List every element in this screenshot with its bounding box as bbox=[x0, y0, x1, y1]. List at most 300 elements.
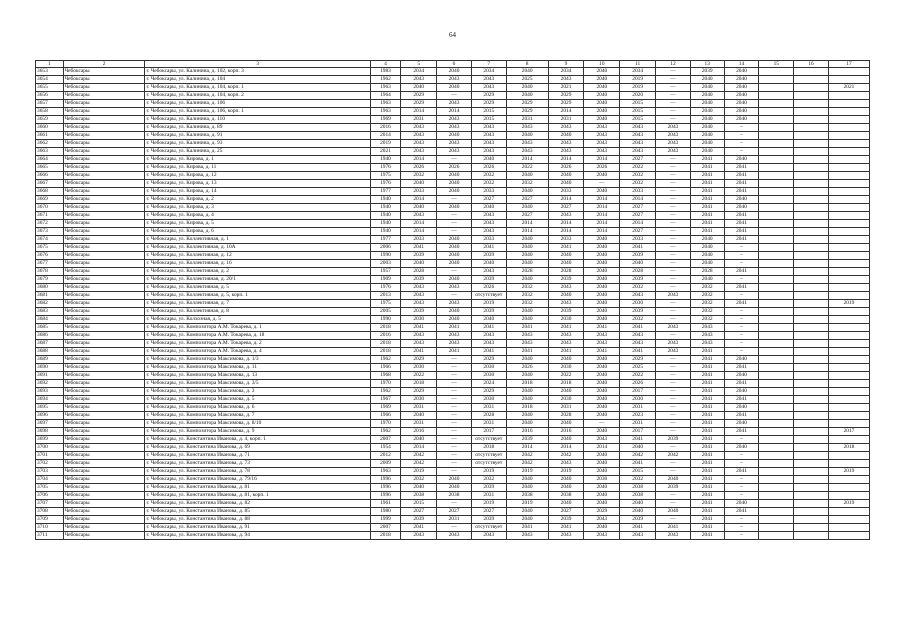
table-cell: 2031 bbox=[437, 516, 472, 524]
table-cell bbox=[794, 524, 829, 532]
table-cell bbox=[794, 412, 829, 420]
address-cell: г. Чебоксары, ул. Коллективная, д. 1 bbox=[145, 236, 370, 244]
table-cell bbox=[759, 316, 794, 324]
table-cell: 2043 bbox=[437, 284, 472, 292]
table-cell: 2041 bbox=[690, 164, 724, 172]
city-cell: Чебоксары bbox=[63, 220, 145, 228]
table-cell: 2019 bbox=[828, 500, 869, 508]
table-cell: 2040 bbox=[401, 204, 437, 212]
table-cell: 2032 bbox=[620, 180, 656, 188]
column-number-cell: 4 bbox=[370, 61, 401, 68]
table-cell: 1909 bbox=[370, 276, 401, 284]
column-number-cell: 10 bbox=[584, 61, 620, 68]
table-cell: отсутствует bbox=[471, 452, 506, 460]
table-cell: 2039 bbox=[656, 484, 691, 492]
table-cell: — bbox=[437, 388, 472, 396]
table-cell: — bbox=[656, 444, 691, 452]
table-cell: 2032 bbox=[506, 300, 548, 308]
table-row bbox=[36, 212, 870, 220]
table-row bbox=[36, 500, 870, 508]
table-row bbox=[36, 524, 870, 532]
table-cell: 2032 bbox=[506, 180, 548, 188]
table-cell: 2029 bbox=[584, 508, 620, 516]
table-cell: 2040 bbox=[548, 388, 584, 396]
row-number-cell: 3677 bbox=[36, 260, 64, 268]
table-cell bbox=[759, 260, 794, 268]
row-number-cell: 3695 bbox=[36, 404, 64, 412]
table-cell: — bbox=[656, 396, 691, 404]
table-cell: 2043 bbox=[437, 340, 472, 348]
table-cell: 2014 bbox=[548, 444, 584, 452]
table-cell: 2019 bbox=[828, 468, 869, 476]
row-number-cell: 3698 bbox=[36, 428, 64, 436]
table-cell: 2022 bbox=[401, 372, 437, 380]
table-cell: 2043 bbox=[437, 300, 472, 308]
table-cell: — bbox=[656, 172, 691, 180]
table-cell: — bbox=[656, 228, 691, 236]
table-row bbox=[36, 412, 870, 420]
table-cell: 2041 bbox=[690, 396, 724, 404]
row-number-cell: 3711 bbox=[36, 532, 64, 540]
table-row bbox=[36, 428, 870, 436]
table-row bbox=[36, 252, 870, 260]
table-cell: 2043 bbox=[548, 332, 584, 340]
table-cell bbox=[794, 452, 829, 460]
table-cell: 2040 bbox=[437, 188, 472, 196]
table-cell: 2014 bbox=[584, 212, 620, 220]
table-cell bbox=[759, 516, 794, 524]
table-cell: 2040 bbox=[584, 236, 620, 244]
address-cell: г. Чебоксары, ул. Коллективная, д. 7 bbox=[145, 300, 370, 308]
table-cell: 2040 bbox=[584, 452, 620, 460]
table-cell: 2034 bbox=[401, 68, 437, 76]
city-cell: Чебоксары bbox=[63, 356, 145, 364]
address-cell: г. Чебоксары, ул. Калинина, д. 104, корп. 2 bbox=[145, 92, 370, 100]
table-cell: 2040 bbox=[690, 132, 724, 140]
table-cell: 2041 bbox=[471, 348, 506, 356]
table-cell: 2042 bbox=[401, 460, 437, 468]
table-cell bbox=[794, 396, 829, 404]
column-number-cell: 13 bbox=[690, 61, 724, 68]
table-cell: 2029 bbox=[471, 356, 506, 364]
table-cell: 2040 bbox=[724, 196, 759, 204]
table-cell: 2034 bbox=[548, 68, 584, 76]
table-cell: 2043 bbox=[401, 124, 437, 132]
row-number-cell: 3707 bbox=[36, 500, 64, 508]
table-row bbox=[36, 460, 870, 468]
table-cell: 2026 bbox=[401, 164, 437, 172]
table-cell: 2027 bbox=[620, 204, 656, 212]
city-cell: Чебоксары bbox=[63, 268, 145, 276]
table-cell: 2041 bbox=[690, 476, 724, 484]
column-number-cell: 14 bbox=[724, 61, 759, 68]
table-cell: 2043 bbox=[656, 132, 691, 140]
table-cell: 2026 bbox=[584, 164, 620, 172]
table-cell: 2015 bbox=[471, 108, 506, 116]
table-cell: 2043 bbox=[656, 140, 691, 148]
table-cell: – bbox=[724, 252, 759, 260]
table-cell: 2040 bbox=[724, 356, 759, 364]
table-cell: — bbox=[656, 308, 691, 316]
table-cell: 2041 bbox=[690, 516, 724, 524]
table-cell: 2041 bbox=[724, 284, 759, 292]
table-cell bbox=[828, 188, 869, 196]
table-row bbox=[36, 284, 870, 292]
table-cell: 2041 bbox=[724, 412, 759, 420]
table-cell: 2040 bbox=[506, 484, 548, 492]
table-cell bbox=[759, 412, 794, 420]
city-cell: Чебоксары bbox=[63, 468, 145, 476]
table-cell bbox=[828, 180, 869, 188]
table-cell bbox=[794, 340, 829, 348]
table-cell: 2043 bbox=[548, 300, 584, 308]
table-cell: 2029 bbox=[548, 92, 584, 100]
address-cell: г. Чебоксары, ул. Кирова, д. 3 bbox=[145, 204, 370, 212]
table-cell: 1996 bbox=[370, 476, 401, 484]
table-cell: отсутствует bbox=[471, 292, 506, 300]
table-cell bbox=[794, 180, 829, 188]
address-cell: г. Чебоксары, ул. Константина Иванова, д. 69 bbox=[145, 444, 370, 452]
table-row bbox=[36, 180, 870, 188]
city-cell: Чебоксары bbox=[63, 332, 145, 340]
row-number-cell: 3655 bbox=[36, 84, 64, 92]
table-cell: 1969 bbox=[370, 116, 401, 124]
table-cell bbox=[759, 220, 794, 228]
table-cell: — bbox=[656, 260, 691, 268]
address-cell: г. Чебоксары, ул. Кирова, д. 2 bbox=[145, 196, 370, 204]
table-cell: 2043 bbox=[620, 340, 656, 348]
table-cell: 2040 bbox=[584, 364, 620, 372]
table-cell: 2028 bbox=[506, 268, 548, 276]
city-cell: Чебоксары bbox=[63, 412, 145, 420]
table-cell: — bbox=[584, 180, 620, 188]
table-cell: 1966 bbox=[370, 412, 401, 420]
table-cell: 2018 bbox=[506, 404, 548, 412]
table-cell: 1983 bbox=[370, 68, 401, 76]
table-cell: 2040 bbox=[690, 116, 724, 124]
column-number-cell: 2 bbox=[63, 61, 145, 68]
table-cell: — bbox=[437, 436, 472, 444]
table-cell: 2019 bbox=[828, 300, 869, 308]
table-cell: 2033 bbox=[548, 188, 584, 196]
table-cell bbox=[759, 484, 794, 492]
table-cell: 2043 bbox=[471, 532, 506, 540]
table-cell bbox=[759, 132, 794, 140]
table-cell: 2038 bbox=[548, 492, 584, 500]
table-cell: 2043 bbox=[584, 124, 620, 132]
table-cell: 2041 bbox=[690, 436, 724, 444]
table-cell bbox=[759, 204, 794, 212]
table-cell: 2041 bbox=[506, 524, 548, 532]
address-cell: г. Чебоксары, ул. Кирова, д. 12 bbox=[145, 172, 370, 180]
table-cell: 2041 bbox=[506, 348, 548, 356]
table-cell bbox=[828, 212, 869, 220]
table-cell: 1968 bbox=[370, 372, 401, 380]
row-number-cell: 3681 bbox=[36, 292, 64, 300]
table-cell bbox=[759, 180, 794, 188]
table-cell: 2014 bbox=[506, 444, 548, 452]
table-cell: 2041 bbox=[724, 236, 759, 244]
address-cell: г. Чебоксары, ул. Композитора А.М. Токарева, д. 4 bbox=[145, 348, 370, 356]
table-cell: 2040 bbox=[724, 388, 759, 396]
table-cell: 2043 bbox=[548, 76, 584, 84]
table-cell: 1976 bbox=[370, 164, 401, 172]
table-cell: 2040 bbox=[584, 244, 620, 252]
table-cell: 2041 bbox=[656, 524, 691, 532]
table-cell: 2040 bbox=[656, 508, 691, 516]
table-cell: 2014 bbox=[584, 196, 620, 204]
table-cell bbox=[794, 372, 829, 380]
table-cell: 2040 bbox=[506, 92, 548, 100]
table-cell bbox=[828, 204, 869, 212]
address-cell: г. Чебоксары, ул. Константина Иванова, д. 81, корп. 1 bbox=[145, 492, 370, 500]
table-cell: — bbox=[437, 420, 472, 428]
table-cell: — bbox=[656, 220, 691, 228]
table-cell bbox=[759, 332, 794, 340]
table-cell bbox=[828, 452, 869, 460]
table-cell: 2043 bbox=[471, 76, 506, 84]
table-cell: 2029 bbox=[471, 388, 506, 396]
table-row bbox=[36, 404, 870, 412]
table-cell: — bbox=[656, 300, 691, 308]
table-cell: 2021 bbox=[828, 84, 869, 92]
row-number-cell: 3661 bbox=[36, 132, 64, 140]
table-cell: 2041 bbox=[401, 524, 437, 532]
table-cell: 2043 bbox=[584, 516, 620, 524]
table-cell: 2013 bbox=[370, 292, 401, 300]
table-cell: — bbox=[437, 380, 472, 388]
table-cell: 2039 bbox=[401, 516, 437, 524]
table-cell: отсутствует bbox=[471, 460, 506, 468]
table-cell bbox=[828, 260, 869, 268]
table-cell: 2019 bbox=[370, 140, 401, 148]
table-cell: 2041 bbox=[506, 324, 548, 332]
city-cell: Чебоксары bbox=[63, 380, 145, 388]
table-cell: 2030 bbox=[471, 372, 506, 380]
table-cell: 2041 bbox=[690, 428, 724, 436]
table-cell: 2040 bbox=[584, 68, 620, 76]
table-cell: 2007 bbox=[370, 436, 401, 444]
table-cell bbox=[759, 68, 794, 76]
table-cell: 2040 bbox=[690, 108, 724, 116]
table-cell: 2014 bbox=[584, 444, 620, 452]
table-row bbox=[36, 76, 870, 84]
address-cell: г. Чебоксары, ул. Коллективная, д. 5, корп. 1 bbox=[145, 292, 370, 300]
table-cell bbox=[828, 148, 869, 156]
table-cell: 2041 bbox=[690, 532, 724, 540]
table-cell bbox=[759, 500, 794, 508]
table-row bbox=[36, 228, 870, 236]
table-cell: 2038 bbox=[620, 492, 656, 500]
table-cell: 2040 bbox=[690, 236, 724, 244]
table-cell: 2040 bbox=[506, 252, 548, 260]
address-cell: г. Чебоксары, ул. Кирова, д. 1 bbox=[145, 156, 370, 164]
column-number-cell: 1 bbox=[36, 61, 64, 68]
address-cell: г. Чебоксары, ул. Константина Иванова, д. 91 bbox=[145, 524, 370, 532]
table-cell: 1996 bbox=[370, 484, 401, 492]
table-cell: 2040 bbox=[724, 92, 759, 100]
table-cell: 2043 bbox=[437, 532, 472, 540]
table-cell: 2022 bbox=[548, 372, 584, 380]
address-cell: г. Чебоксары, ул. Калинина, д. 25 bbox=[145, 148, 370, 156]
table-row bbox=[36, 236, 870, 244]
table-cell bbox=[828, 116, 869, 124]
table-cell: 2018 bbox=[828, 444, 869, 452]
table-cell: 2040 bbox=[506, 236, 548, 244]
table-cell bbox=[794, 84, 829, 92]
address-cell: г. Чебоксары, ул. Композитора Максимова, д. 7 bbox=[145, 412, 370, 420]
table-cell: 2043 bbox=[471, 220, 506, 228]
column-number-cell: 16 bbox=[794, 61, 829, 68]
table-cell bbox=[828, 268, 869, 276]
table-row bbox=[36, 220, 870, 228]
table-cell: 2041 bbox=[401, 348, 437, 356]
table-cell: — bbox=[656, 84, 691, 92]
table-cell: 2041 bbox=[401, 324, 437, 332]
table-cell: 2014 bbox=[548, 228, 584, 236]
row-number-cell: 3689 bbox=[36, 356, 64, 364]
table-row bbox=[36, 276, 870, 284]
table-cell: 2027 bbox=[471, 196, 506, 204]
row-number-cell: 3670 bbox=[36, 204, 64, 212]
table-cell: 2042 bbox=[506, 460, 548, 468]
table-cell: 2040 bbox=[584, 524, 620, 532]
table-cell: 2033 bbox=[401, 188, 437, 196]
table-cell: 2027 bbox=[620, 212, 656, 220]
address-cell: г. Чебоксары, ул. Константина Иванова, д. 78 bbox=[145, 468, 370, 476]
table-cell: 2040 bbox=[724, 116, 759, 124]
table-cell: 2043 bbox=[584, 436, 620, 444]
table-cell: 2043 bbox=[401, 140, 437, 148]
table-row bbox=[36, 156, 870, 164]
table-cell: 2043 bbox=[690, 340, 724, 348]
address-cell: г. Чебоксары, ул. Композитора Максимова, д. 6 bbox=[145, 404, 370, 412]
table-cell: — bbox=[656, 412, 691, 420]
table-cell: — bbox=[656, 236, 691, 244]
table-cell: 2039 bbox=[401, 252, 437, 260]
address-cell: г. Чебоксары, ул. Композитора Максимова, д. 11 bbox=[145, 364, 370, 372]
table-cell: 2032 bbox=[690, 284, 724, 292]
table-cell: 2032 bbox=[690, 308, 724, 316]
table-cell: 2040 bbox=[548, 180, 584, 188]
row-number-cell: 3680 bbox=[36, 284, 64, 292]
table-cell: 2040 bbox=[548, 252, 584, 260]
table-cell bbox=[759, 340, 794, 348]
table-cell: 2040 bbox=[584, 300, 620, 308]
table-cell: 1940 bbox=[370, 220, 401, 228]
table-cell bbox=[828, 324, 869, 332]
table-cell bbox=[828, 356, 869, 364]
table-cell: 2041 bbox=[690, 364, 724, 372]
table-cell: 2043 bbox=[690, 332, 724, 340]
table-cell: 1990 bbox=[370, 252, 401, 260]
table-cell: 2019 bbox=[471, 500, 506, 508]
table-cell: 2031 bbox=[506, 116, 548, 124]
table-cell: 2041 bbox=[690, 492, 724, 500]
table-cell: — bbox=[656, 364, 691, 372]
table-cell: 2040 bbox=[584, 396, 620, 404]
table-cell: 2040 bbox=[548, 260, 584, 268]
table-cell bbox=[794, 532, 829, 540]
table-cell bbox=[828, 164, 869, 172]
address-cell: г. Чебоксары, ул. Коллективная, д. 8 bbox=[145, 308, 370, 316]
city-cell: Чебоксары bbox=[63, 316, 145, 324]
table-cell bbox=[759, 460, 794, 468]
address-cell: г. Чебоксары, ул. Коллективная, д. 20/1 bbox=[145, 276, 370, 284]
address-cell: г. Чебоксары, ул. Калинина, д. 106 bbox=[145, 100, 370, 108]
city-cell: Чебоксары bbox=[63, 532, 145, 540]
city-cell: Чебоксары bbox=[63, 92, 145, 100]
table-cell: 2041 bbox=[724, 300, 759, 308]
table-cell: 2043 bbox=[471, 140, 506, 148]
table-cell: 2041 bbox=[584, 348, 620, 356]
table-cell: 2042 bbox=[401, 452, 437, 460]
table-cell: 2043 bbox=[548, 140, 584, 148]
table-cell: 2040 bbox=[548, 500, 584, 508]
table-cell bbox=[794, 332, 829, 340]
table-cell bbox=[828, 420, 869, 428]
table-cell bbox=[794, 244, 829, 252]
table-cell: 1940 bbox=[370, 204, 401, 212]
table-cell: 2016 bbox=[370, 124, 401, 132]
table-cell: 2030 bbox=[401, 364, 437, 372]
table-cell: 2015 bbox=[471, 116, 506, 124]
table-cell: 2017 bbox=[620, 428, 656, 436]
table-cell: 2043 bbox=[620, 532, 656, 540]
table-cell: – bbox=[724, 492, 759, 500]
address-cell: г. Чебоксары, ул. Калинина, д. 102, корп. 3 bbox=[145, 68, 370, 76]
table-cell: 1963 bbox=[370, 468, 401, 476]
city-cell: Чебоксары bbox=[63, 276, 145, 284]
housing-registry-table bbox=[35, 60, 870, 540]
table-cell: 2030 bbox=[584, 476, 620, 484]
table-cell: 2040 bbox=[690, 100, 724, 108]
table-cell: 2039 bbox=[401, 308, 437, 316]
table-cell: 2025 bbox=[506, 76, 548, 84]
table-row bbox=[36, 492, 870, 500]
row-number-cell: 3678 bbox=[36, 268, 64, 276]
table-cell bbox=[794, 236, 829, 244]
table-cell: 2014 bbox=[506, 220, 548, 228]
address-cell: г. Чебоксары, ул. Константина Иванова, д. 88 bbox=[145, 516, 370, 524]
table-cell bbox=[794, 164, 829, 172]
table-cell: 1962 bbox=[370, 428, 401, 436]
table-cell: 2040 bbox=[437, 308, 472, 316]
table-cell: 2041 bbox=[620, 436, 656, 444]
table-cell: – bbox=[724, 476, 759, 484]
table-cell: 2041 bbox=[620, 244, 656, 252]
city-cell: Чебоксары bbox=[63, 452, 145, 460]
table-cell: 2043 bbox=[548, 284, 584, 292]
table-cell: 2028 bbox=[471, 412, 506, 420]
table-cell: 2029 bbox=[401, 92, 437, 100]
table-cell bbox=[759, 388, 794, 396]
table-cell: 2031 bbox=[401, 404, 437, 412]
address-cell: г. Чебоксары, ул. Калинина, д. 106, корп. 1 bbox=[145, 108, 370, 116]
table-cell: 2041 bbox=[724, 468, 759, 476]
table-cell: — bbox=[656, 516, 691, 524]
table-cell: 2040 bbox=[401, 412, 437, 420]
table-cell: 2026 bbox=[506, 364, 548, 372]
city-cell: Чебоксары bbox=[63, 388, 145, 396]
table-cell bbox=[759, 364, 794, 372]
table-cell: 2041 bbox=[690, 460, 724, 468]
table-cell: 2040 bbox=[690, 260, 724, 268]
table-cell: 2043 bbox=[437, 116, 472, 124]
table-cell: 2043 bbox=[471, 268, 506, 276]
table-row bbox=[36, 132, 870, 140]
table-cell: 1940 bbox=[370, 156, 401, 164]
